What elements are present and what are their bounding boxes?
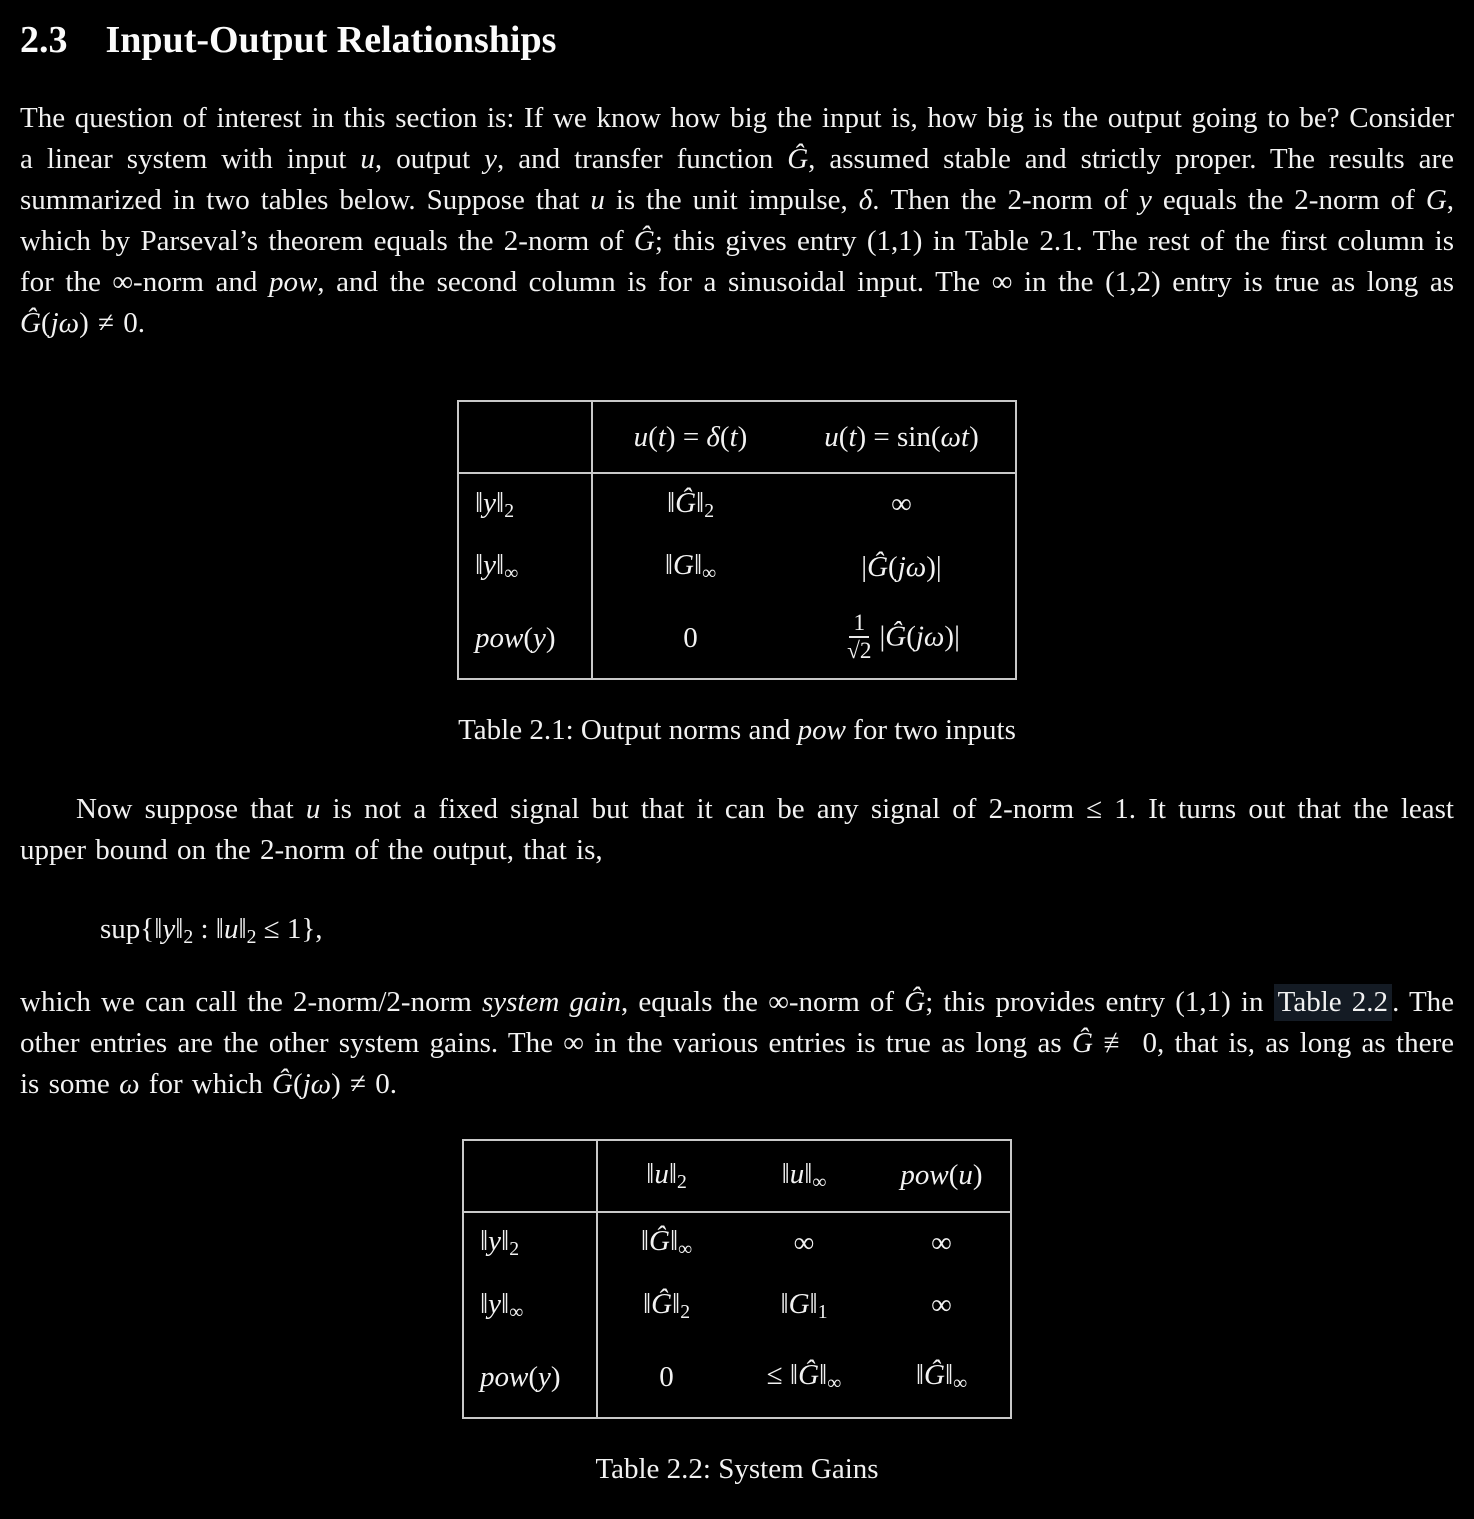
t1-cell-y2-impulse: $‖Ĝ‖_2$ <box>666 486 715 522</box>
t2-cell-yinf-uinf: $‖G‖_1$ <box>780 1287 828 1323</box>
t2-cell-y2-u2: $‖Ĝ‖_\infty$ <box>640 1225 693 1261</box>
t2-col-header-uinf: $‖u‖_\infty$ <box>735 1140 873 1212</box>
table-2-1 <box>457 400 1017 680</box>
table-row <box>463 1140 1011 1212</box>
table-2-2-caption: Table 2.2: System Gains <box>595 1452 879 1485</box>
t2-col-header-powu: pow(u) <box>873 1140 1011 1212</box>
t2-cell-pow-uinf: ≤ $‖Ĝ‖_\infty$ <box>766 1359 842 1395</box>
t1-cell-yinf-impulse: $‖G‖_\infty$ <box>664 549 717 584</box>
t1-cell-pow-sinusoid: $\frac{1}{√2}$ |Ĝ(jω)| <box>788 599 1016 679</box>
t1-row-label-yinf: $‖y‖_\infty$ <box>458 535 592 599</box>
t2-row-label-y2: $‖y‖_2$ <box>463 1212 597 1274</box>
t2-cell-pow-u2: 0 <box>659 1360 674 1393</box>
display-equation-sup: $sup\{‖y‖_2$ : $‖u‖_2 \le 1$}, <box>100 913 323 948</box>
table-row <box>463 1338 1011 1418</box>
t2-corner-cell <box>463 1140 597 1212</box>
table-2-2 <box>462 1139 1012 1419</box>
paragraph-2norm-signal: Now suppose that u is not a fixed signal but that it can be any signal of 2-norm ≤ 1. It turns out that the least upper bound on the 2-norm of the output, that is, <box>20 793 1454 866</box>
t2-row-label-pow: pow(y) <box>463 1338 597 1418</box>
table-row <box>458 599 1016 679</box>
table-row <box>463 1212 1011 1274</box>
t1-col-header-impulse: u(t) = δ(t) <box>592 401 788 473</box>
table-2-1-wrapper <box>20 400 1454 680</box>
t2-col-header-u2: $‖u‖_2$ <box>597 1140 735 1212</box>
t1-cell-y2-sinusoid: ∞ <box>891 488 912 520</box>
t1-row-label-pow: pow(y) <box>458 599 592 679</box>
section-heading <box>20 18 1454 62</box>
t1-cell-yinf-sinusoid: |Ĝ(jω)| <box>861 550 942 583</box>
table-2-1-caption: Table 2.1: Output norms and pow for two inputs <box>458 714 1016 746</box>
fraction: $\frac{1}{√2}$ <box>847 609 872 664</box>
table-2-2-wrapper <box>20 1139 1454 1419</box>
section-number: 2.3 <box>20 19 68 61</box>
t2-cell-pow-powu: $‖Ĝ‖_\infty$ <box>915 1359 968 1395</box>
table-row <box>458 401 1016 473</box>
paragraph-system-gain: which we can call the 2-norm/2-norm system gain, equals the ∞-norm of Ĝ; this provides entry (1,1) in Table 2.2 . The other entries are the other system gains. The ∞ in the various entries is true as long as Ĝ ≢ 0, that is, as long as there is some ω for which Ĝ(jω) ≠ 0. <box>20 985 1455 1100</box>
t2-cell-y2-uinf: ∞ <box>793 1226 815 1259</box>
section-title: Input-Output Relationships <box>105 19 557 61</box>
t2-cell-yinf-u2: $‖Ĝ‖_2$ <box>642 1287 691 1323</box>
t1-corner-cell <box>458 401 592 473</box>
table-row <box>458 473 1016 535</box>
paragraph-intro: The question of interest in this section is: If we know how big the input is, how big is the output going to be? Consider a linear system with input u, output y, and transfer function Ĝ, assumed stable and strictly proper. The results are summarized in two tables below. Suppose that u is the unit impulse, δ. Then the 2-norm of y equals the 2-norm of G, which by Parseval’s theorem equals the 2-norm of Ĝ; this gives entry (1,1) in Table 2.1. The rest of the first column is for the ∞-norm and pow, and the second column is for a sinusoidal input. The ∞ in the (1,2) entry is true as long as Ĝ(jω) ≠ 0. <box>20 102 1455 339</box>
t2-cell-yinf-powu: ∞ <box>931 1289 952 1322</box>
t2-cell-y2-powu: ∞ <box>931 1226 952 1259</box>
table-row <box>458 535 1016 599</box>
table-2-2-link[interactable]: Table 2.2 <box>1274 984 1392 1021</box>
t1-col-header-sinusoid: u(t) = sin(ωt) <box>788 401 1016 473</box>
t1-row-label-y2: $‖y‖_2$ <box>458 473 592 535</box>
t2-row-label-yinf: $‖y‖_\infty$ <box>463 1274 597 1338</box>
t1-cell-pow-impulse: 0 <box>683 622 698 654</box>
table-row <box>463 1274 1011 1338</box>
